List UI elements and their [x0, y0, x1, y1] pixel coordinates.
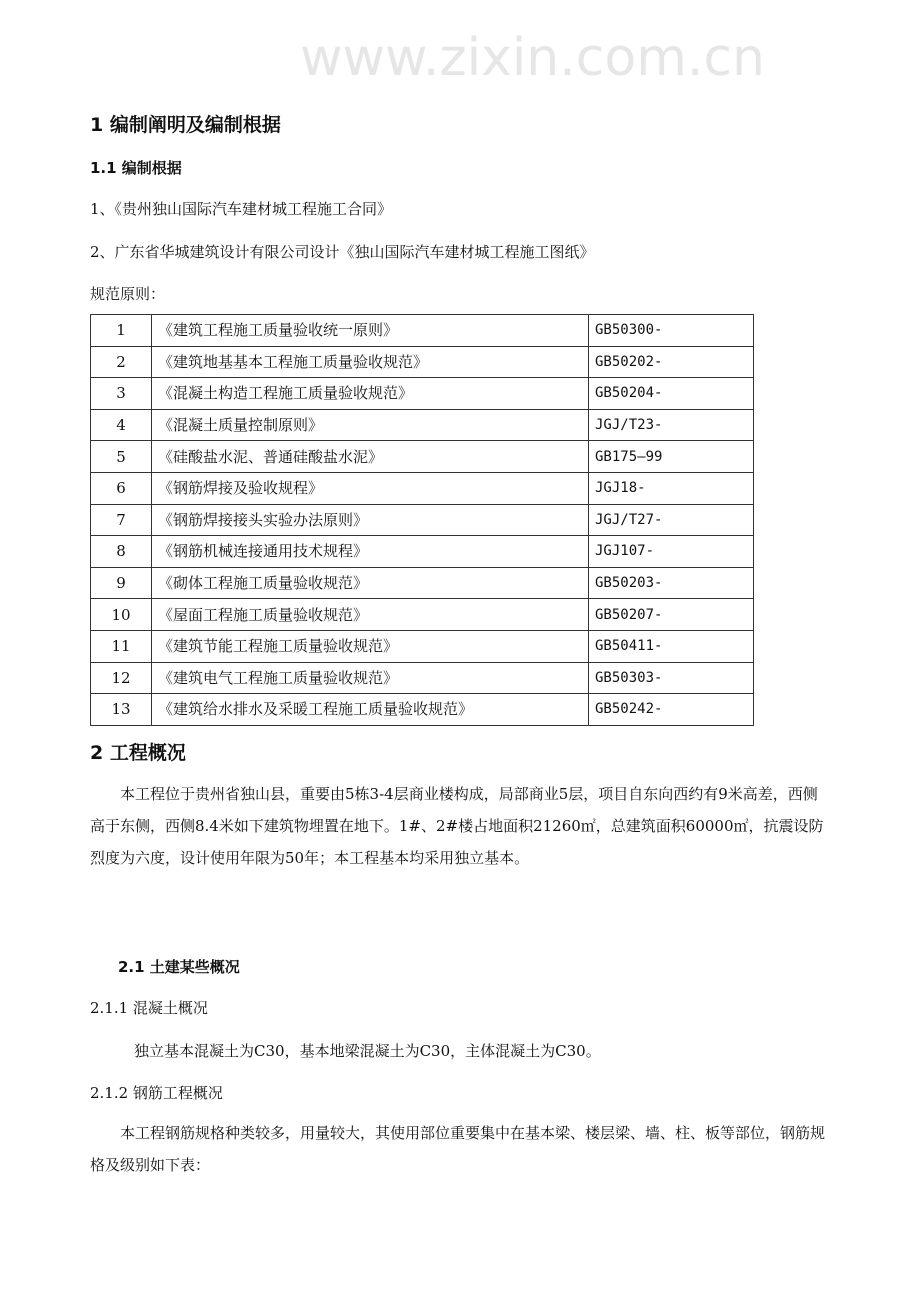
standard-code: GB50202- — [589, 346, 754, 378]
standard-number: 7 — [91, 504, 152, 536]
standard-code: GB50204- — [589, 378, 754, 410]
standard-number: 4 — [91, 409, 152, 441]
standards-table — [90, 314, 754, 726]
section-2-1-heading: 2.1 土建某些概况 — [118, 958, 240, 976]
section-2-heading: 2 工程概况 — [90, 742, 186, 764]
standard-number: 2 — [91, 346, 152, 378]
standard-name: 《混凝土构造工程施工质量验收规范》 — [152, 378, 589, 410]
table-row — [91, 662, 754, 694]
standard-name: 《硅酸盐水泥、普通硅酸盐水泥》 — [152, 441, 589, 473]
standard-code: JGJ/T23- — [589, 409, 754, 441]
table-row — [91, 441, 754, 473]
standard-name: 《钢筋焊接及验收规程》 — [152, 472, 589, 504]
table-row — [91, 694, 754, 726]
standard-name: 《建筑节能工程施工质量验收规范》 — [152, 630, 589, 662]
table-row — [91, 599, 754, 631]
standard-code: JGJ18- — [589, 472, 754, 504]
table-row — [91, 409, 754, 441]
standard-name: 《建筑地基基本工程施工质量验收规范》 — [152, 346, 589, 378]
basis-item-1: 1、《贵州独山国际汽车建材城工程施工合同》 — [90, 200, 393, 218]
standards-label: 规范原则： — [90, 285, 166, 303]
standard-code: GB50207- — [589, 599, 754, 631]
section-2-1-1-heading: 2.1.1 混凝土概况 — [90, 999, 208, 1017]
rebar-overview-text: 本工程钢筋规格种类较多，用量较大，其使用部位重要集中在基本梁、楼层梁、墙、柱、板等部位，钢筋规格及级别如下表： — [90, 1124, 826, 1174]
standard-code: GB50242- — [589, 694, 754, 726]
standard-number: 12 — [91, 662, 152, 694]
standard-number: 9 — [91, 567, 152, 599]
standard-name: 《建筑工程施工质量验收统一原则》 — [152, 315, 589, 347]
standard-code: GB50300- — [589, 315, 754, 347]
standard-name: 《钢筋机械连接通用技术规程》 — [152, 536, 589, 568]
standard-number: 10 — [91, 599, 152, 631]
basis-item-2: 2、广东省华城建筑设计有限公司设计《独山国际汽车建材城工程施工图纸》 — [90, 243, 595, 261]
standard-code: JGJ/T27- — [589, 504, 754, 536]
standard-name: 《混凝土质量控制原则》 — [152, 409, 589, 441]
section-1-heading: 1 编制阐明及编制根据 — [90, 114, 281, 136]
standard-name: 《建筑给水排水及采暖工程施工质量验收规范》 — [152, 694, 589, 726]
standard-code: GB175—99 — [589, 441, 754, 473]
table-row — [91, 630, 754, 662]
watermark: www.zixin.com.cn — [300, 28, 765, 88]
standard-number: 8 — [91, 536, 152, 568]
standard-number: 5 — [91, 441, 152, 473]
standard-code: GB50203- — [589, 567, 754, 599]
standard-name: 《屋面工程施工质量验收规范》 — [152, 599, 589, 631]
section-2-1-2-heading: 2.1.2 钢筋工程概况 — [90, 1084, 223, 1102]
project-overview-paragraph: 本工程位于贵州省独山县，重要由5栋3-4层商业楼构成，局部商业5层，项目自东向西约有9米高差，西侧高于东侧，西侧8.4米如下建筑物埋置在地下。1#、2#楼占地面积21260㎡，总建筑面积60000㎡，抗震设防烈度为六度，设计使用年限为50年；本工程基本均采用独立基本。 — [90, 785, 824, 867]
standard-number: 13 — [91, 694, 152, 726]
table-row — [91, 567, 754, 599]
table-row — [91, 536, 754, 568]
standard-name: 《钢筋焊接接头实验办法原则》 — [152, 504, 589, 536]
standard-name: 《建筑电气工程施工质量验收规范》 — [152, 662, 589, 694]
standard-number: 3 — [91, 378, 152, 410]
section-1-1-heading: 1.1 编制根据 — [90, 159, 182, 177]
standard-code: GB50411- — [589, 630, 754, 662]
standard-number: 11 — [91, 630, 152, 662]
table-row — [91, 378, 754, 410]
table-row — [91, 315, 754, 347]
table-row — [91, 346, 754, 378]
standard-code: JGJ107- — [589, 536, 754, 568]
concrete-overview-text: 独立基本混凝土为C30，基本地梁混凝土为C30，主体混凝土为C30。 — [134, 1042, 601, 1060]
standard-code: GB50303- — [589, 662, 754, 694]
standard-name: 《砌体工程施工质量验收规范》 — [152, 567, 589, 599]
table-row — [91, 472, 754, 504]
standard-number: 6 — [91, 472, 152, 504]
table-row — [91, 504, 754, 536]
standard-number: 1 — [91, 315, 152, 347]
